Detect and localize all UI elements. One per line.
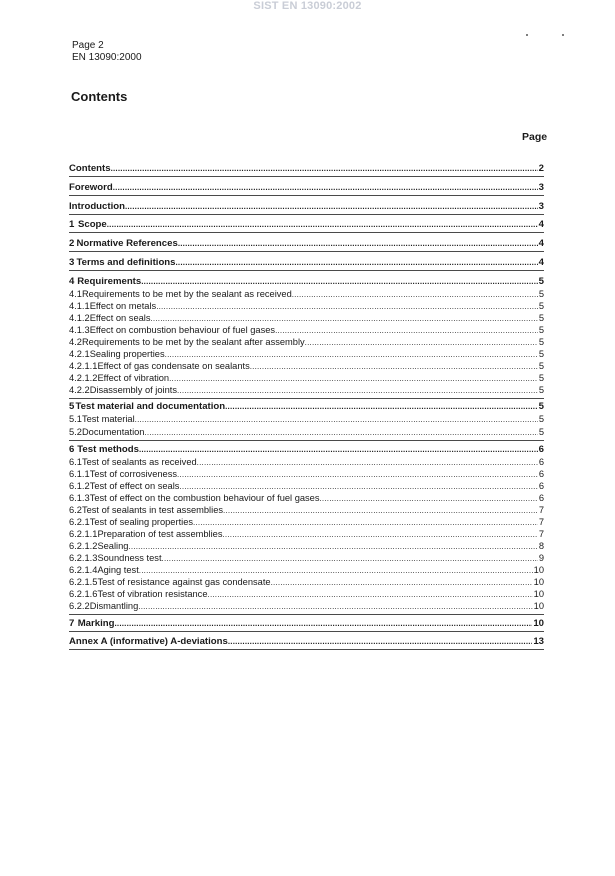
toc-leader-dots: [114, 618, 532, 630]
toc-entry-page: 7: [538, 529, 544, 539]
toc-entry-page: 5: [538, 385, 544, 395]
toc-leader-dots: [125, 201, 538, 213]
toc-entry-page: 5: [538, 373, 544, 383]
toc-entry-title: Requirements to be met by the sealant as received: [81, 289, 292, 299]
toc-entry-page: 5: [538, 414, 544, 424]
toc-entry-title: Normative References: [76, 238, 178, 249]
toc-leader-dots: [176, 257, 538, 269]
toc-entry-title: Test of vibration resistance: [97, 589, 208, 599]
toc-entry-page: 9: [538, 553, 544, 563]
page-number: Page 2: [72, 40, 104, 51]
toc-entry-page: 5: [538, 276, 544, 287]
toc-entry-page: 10: [533, 601, 544, 611]
toc-entry-number: 5: [69, 401, 75, 412]
toc-entry-title: Documentation: [81, 427, 145, 437]
toc-entry[interactable]: [69, 238, 544, 252]
toc-entry-title: Test of resistance against gas condensate: [97, 577, 271, 587]
toc-leader-dots: [139, 444, 538, 456]
toc-entry-number: 4: [69, 276, 75, 287]
toc-entry-title: Introduction: [69, 201, 125, 212]
watermark: SIST EN 13090:2002: [253, 0, 362, 12]
toc-entry-title: Dismantling: [89, 601, 139, 611]
toc-entry-page: 6: [538, 481, 544, 491]
toc-entry-number: 6.2.2: [69, 601, 90, 611]
toc-entry-number: 4.1.3: [69, 325, 90, 335]
toc-entry-page: 5: [538, 349, 544, 359]
toc-entry-number: 6.1.1: [69, 469, 90, 479]
toc-entry-page: 10: [533, 618, 544, 629]
toc-leader-dots: [135, 414, 538, 426]
toc-entry-page: 5: [538, 427, 544, 437]
toc-leader-dots: [113, 182, 538, 194]
toc-entry-number: 7: [69, 618, 75, 629]
toc-entry-title: Aging test: [97, 565, 139, 575]
toc-entry-number: 6.2.1.4: [69, 565, 98, 575]
toc-entry-page: 6: [538, 457, 544, 467]
toc-entry-number: 4.2.1.1: [69, 361, 98, 371]
toc-entry-title: Marking: [77, 618, 115, 629]
toc-entry[interactable]: [69, 413, 544, 427]
toc-entry-number: 6.2.1.2: [69, 541, 98, 551]
toc-entry-title: Test of corrosiveness: [89, 469, 178, 479]
toc-entry-title: Requirements: [77, 276, 142, 287]
toc-entry-title: Test methods: [77, 444, 139, 455]
toc-entry-title: Effect of vibration: [97, 373, 170, 383]
toc-entry-title: Test of effect on seals: [89, 481, 180, 491]
toc-entry-title: Effect on metals: [89, 301, 157, 311]
toc-entry-number: 6.2.1.6: [69, 589, 98, 599]
toc-entry-page: 6: [538, 469, 544, 479]
toc-entry-number: 6.1.2: [69, 481, 90, 491]
toc-entry-title: Scope: [77, 219, 107, 230]
toc-leader-dots: [177, 385, 538, 397]
toc-entry-page: 4: [538, 219, 544, 230]
toc-entry-title: Disassembly of joints: [89, 385, 178, 395]
toc-leader-dots: [141, 276, 537, 288]
toc-entry-page: 5: [538, 313, 544, 323]
toc-entry-number: 4.2.2: [69, 385, 90, 395]
toc-entry[interactable]: [69, 219, 544, 233]
toc-entry-number: 6.2.1.5: [69, 577, 98, 587]
toc-entry-page: 4: [538, 238, 544, 249]
toc-entry-page: 5: [538, 337, 544, 347]
toc-entry[interactable]: [69, 384, 544, 399]
toc-entry-number: 6: [69, 444, 75, 455]
toc-entry-title: Contents: [69, 163, 111, 174]
toc-entry-title: Test of sealants in test assemblies: [81, 505, 224, 515]
standard-number: EN 13090:2000: [72, 52, 142, 63]
toc-entry[interactable]: [69, 426, 544, 441]
toc-entry-title: Terms and definitions: [76, 257, 176, 268]
toc-entry-title: Test of sealants as received: [81, 457, 197, 467]
toc-entry-number: 6.2.1: [69, 517, 90, 527]
toc-entry-number: 6.1.3: [69, 493, 90, 503]
toc-entry-number: 6.2: [69, 505, 82, 515]
toc-leader-dots: [111, 163, 538, 175]
toc-entry-title: Effect on combustion behaviour of fuel gases: [89, 325, 276, 335]
toc-entry-page: 5: [538, 289, 544, 299]
toc-entry-number: 4.2: [69, 337, 82, 347]
toc-entry-number: 4.1.1: [69, 301, 90, 311]
toc-entry-number: 4.1.2: [69, 313, 90, 323]
toc-entry-page: 10: [533, 565, 544, 575]
toc-entry-number: 1: [69, 219, 75, 230]
toc-entry-title: Effect on seals: [89, 313, 151, 323]
toc-entry-number: 6.2.1.3: [69, 553, 98, 563]
toc-entry-title: Annex A (informative) A-deviations: [69, 636, 228, 647]
toc-entry-title: Soundness test: [97, 553, 162, 563]
toc-entry-number: 6.1: [69, 457, 82, 467]
toc-entry-number: 2: [69, 238, 75, 249]
toc-leader-dots: [225, 401, 538, 413]
toc-entry-page: 3: [538, 182, 544, 193]
toc-entry-number: 4.2.1: [69, 349, 90, 359]
toc-entry-title: Foreword: [69, 182, 113, 193]
toc-entry-page: 5: [538, 401, 544, 412]
toc-entry-title: Sealing: [97, 541, 129, 551]
toc-entry-title: Test material: [81, 414, 135, 424]
toc-entry-number: 6.2.1.1: [69, 529, 98, 539]
toc-entry-number: 5.2: [69, 427, 82, 437]
toc-entry-page: 10: [533, 589, 544, 599]
toc-entry-page: 8: [538, 541, 544, 551]
toc-entry-title: Preparation of test assemblies: [97, 529, 223, 539]
toc-entry-title: Test of sealing properties: [89, 517, 194, 527]
toc-entry-number: 3: [69, 257, 75, 268]
toc-entry-page: 13: [533, 636, 544, 647]
toc-leader-dots: [107, 219, 538, 231]
toc-entry-title: Sealing properties: [89, 349, 165, 359]
toc-entry[interactable]: [69, 201, 544, 215]
toc-leader-dots: [144, 427, 537, 439]
toc-entry-page: 7: [538, 505, 544, 515]
toc-entry[interactable]: [69, 182, 544, 196]
page-column-label: Page: [522, 131, 548, 143]
toc-entry-number: 5.1: [69, 414, 82, 424]
toc-leader-dots: [228, 636, 532, 648]
toc-entry-number: 4.1: [69, 289, 82, 299]
toc-entry-page: 5: [538, 301, 544, 311]
toc-entry[interactable]: [69, 636, 544, 650]
toc-entry-page: 5: [538, 325, 544, 335]
toc-entry-page: 5: [538, 361, 544, 371]
toc-entry-title: Requirements to be met by the sealant after assembly: [81, 337, 305, 347]
toc-entry-page: 3: [538, 201, 544, 212]
toc-entry[interactable]: [69, 618, 544, 632]
toc-entry-page: 7: [538, 517, 544, 527]
toc-entry-number: 4.2.1.2: [69, 373, 98, 383]
toc-entry-page: 2: [538, 163, 544, 174]
toc-leader-dots: [178, 238, 538, 250]
toc-entry-title: Test of effect on the combustion behaviour of fuel gases: [89, 493, 320, 503]
toc-entry-page: 6: [538, 444, 544, 455]
toc-entry-page: 6: [538, 493, 544, 503]
toc-entry[interactable]: [69, 257, 544, 271]
page-title: Contents: [71, 89, 128, 104]
toc-entry[interactable]: [69, 163, 544, 177]
toc-entry-page: 10: [533, 577, 544, 587]
toc-entry-title: Effect of gas condensate on sealants: [97, 361, 250, 371]
toc-entry[interactable]: [69, 600, 544, 615]
toc-entry-page: 4: [538, 257, 544, 268]
toc-entry-title: Test material and documentation: [75, 401, 226, 412]
toc-leader-dots: [138, 601, 532, 613]
